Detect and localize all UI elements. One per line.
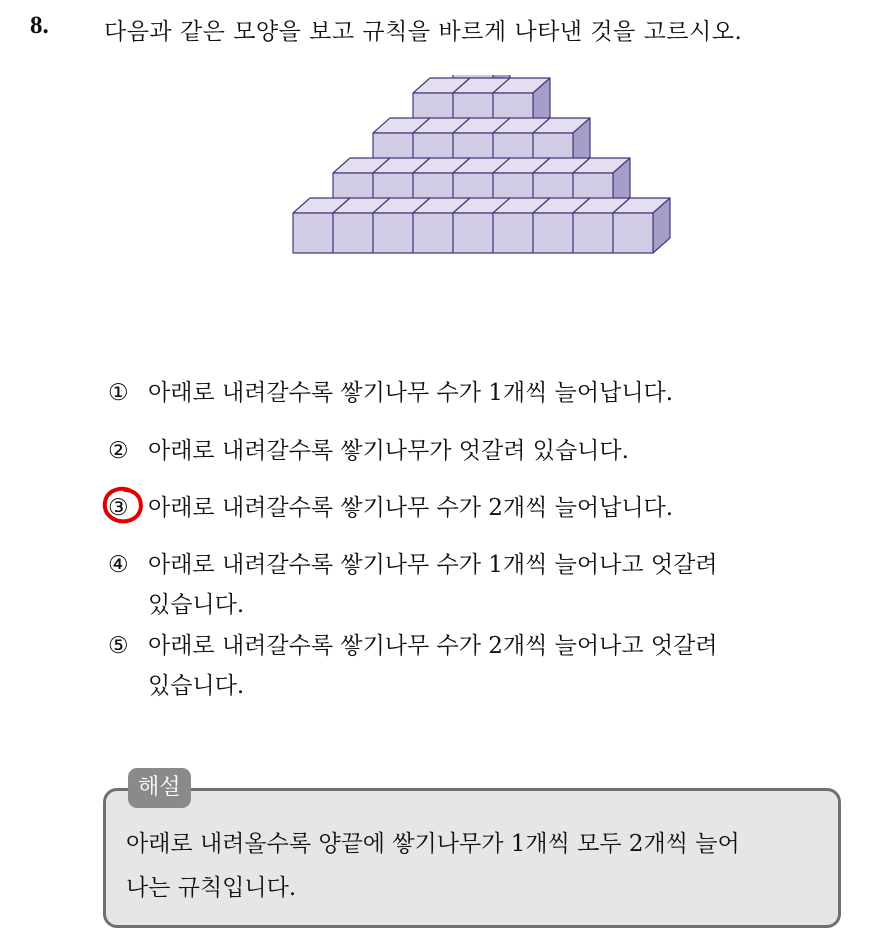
cube-front-face <box>493 213 533 253</box>
choice-3-text: 아래로 내려갈수록 쌓기나무 수가 2개씩 늘어납니다. <box>148 495 674 521</box>
cube-front-face <box>533 213 573 253</box>
choice-1[interactable] <box>108 373 673 413</box>
cube-front-face <box>613 213 653 253</box>
cube-front-face <box>293 213 333 253</box>
stacked-cubes-pyramid-icon <box>290 75 680 305</box>
choice-5-text: 아래로 내려갈수록 쌓기나무 수가 2개씩 늘어나고 엇갈려 <box>148 633 718 659</box>
choice-4-number: ④ <box>108 552 129 578</box>
choice-2-text: 아래로 내려갈수록 쌓기나무가 엇갈려 있습니다. <box>148 438 629 464</box>
cube-front-face <box>453 213 493 253</box>
choice-2-number: ② <box>108 438 129 464</box>
explanation-label: 해설 <box>128 768 191 808</box>
choice-4-text-cont: 있습니다. <box>148 592 245 618</box>
cube-front-face <box>573 213 613 253</box>
choice-5-text-cont: 있습니다. <box>148 673 245 699</box>
cube-front-face <box>413 213 453 253</box>
choice-1-number: ① <box>108 380 129 406</box>
question-prompt: 다음과 같은 모양을 보고 규칙을 바르게 나타낸 것을 고르시오. <box>104 19 743 45</box>
choice-3[interactable] <box>108 488 673 528</box>
answer-circle-mark <box>101 486 145 526</box>
choice-5-number: ⑤ <box>108 633 129 659</box>
question-number: 8. <box>30 12 49 39</box>
choice-4-text: 아래로 내려갈수록 쌓기나무 수가 1개씩 늘어나고 엇갈려 <box>148 552 718 578</box>
explanation-text <box>126 822 832 910</box>
cube-front-face <box>373 213 413 253</box>
choice-1-text: 아래로 내려갈수록 쌓기나무 수가 1개씩 늘어납니다. <box>148 380 674 406</box>
choice-2[interactable] <box>108 431 629 471</box>
explanation-line-2: 나는 규칙입니다. <box>126 875 297 901</box>
explanation-line-1: 아래로 내려올수록 양끝에 쌓기나무가 1개씩 모두 2개씩 늘어 <box>126 831 740 857</box>
choice-3-number: ③ <box>108 495 129 521</box>
cube-front-face <box>333 213 373 253</box>
choice-4[interactable] <box>108 545 718 625</box>
choice-5[interactable] <box>108 626 718 706</box>
